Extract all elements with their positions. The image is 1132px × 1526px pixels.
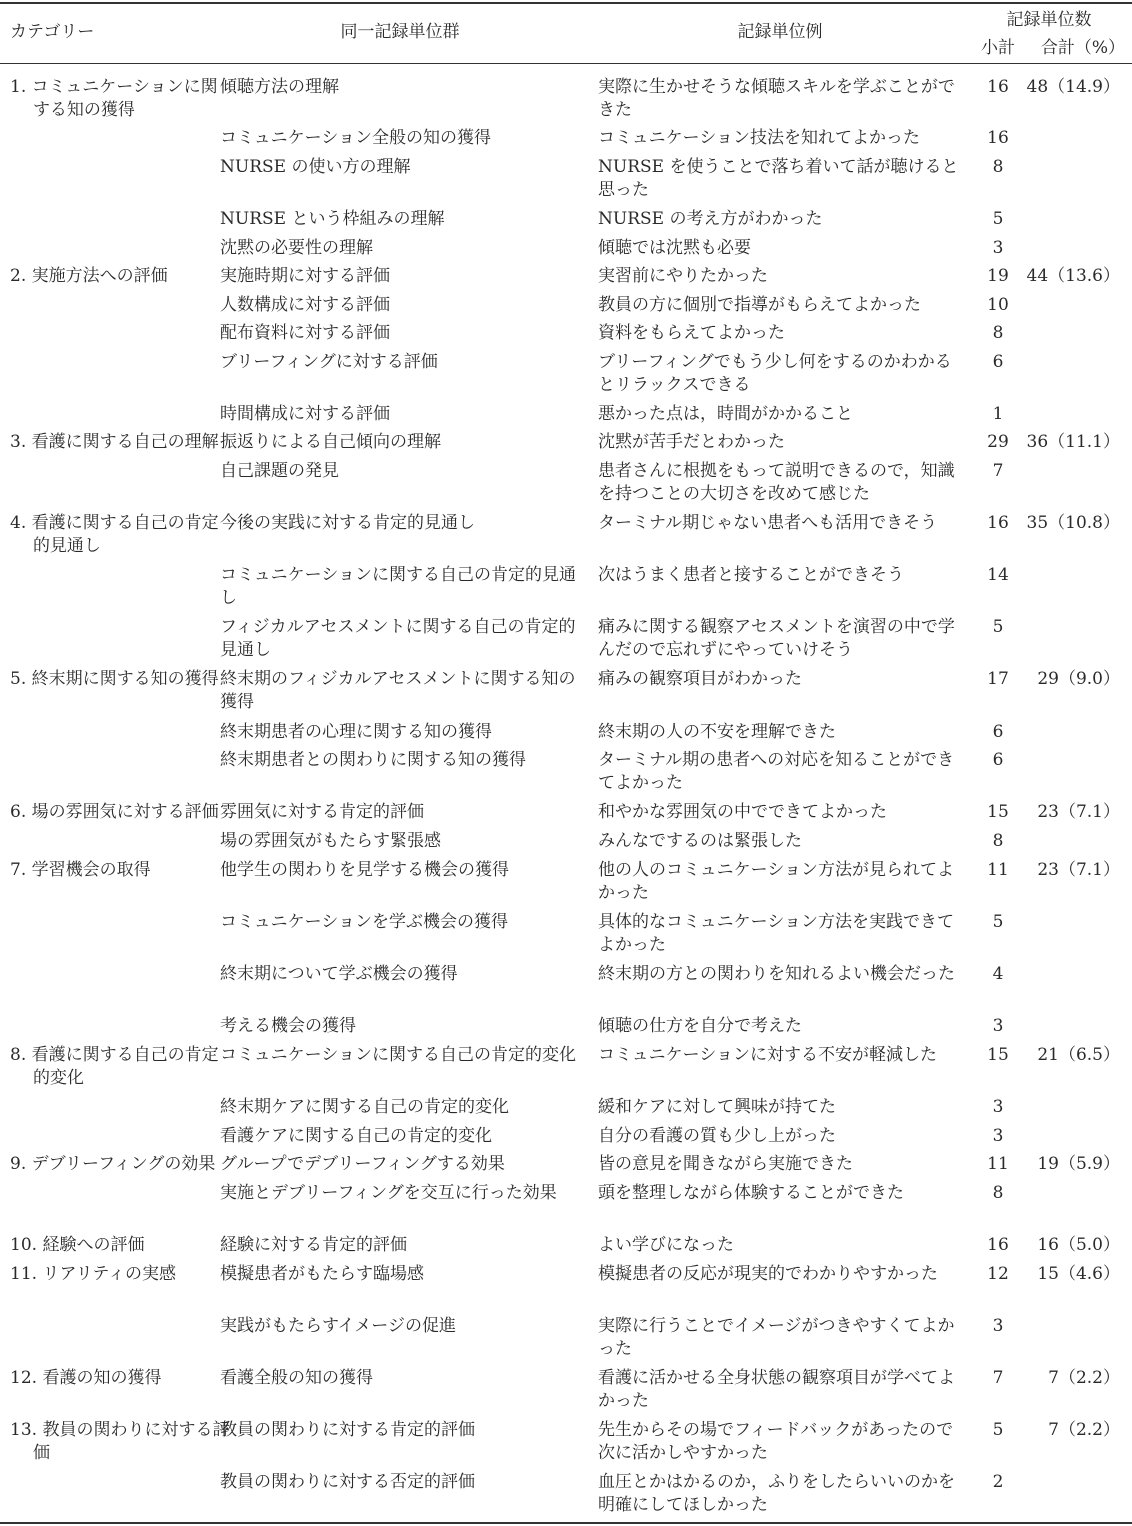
header-subtotal: 小計	[981, 38, 1015, 58]
example-cell: 痛みの観察項目がわかった	[598, 669, 802, 689]
subtotal-cell: 19	[987, 266, 1009, 286]
group-cell: 傾聴方法の理解	[220, 77, 339, 97]
subtotal-cell: 3	[992, 1126, 1004, 1146]
subtotal-cell: 6	[992, 750, 1004, 770]
total-cell: 48（14.9）	[1026, 77, 1120, 97]
category-cell: 6. 場の雰囲気に対する評価	[10, 802, 219, 822]
table-bottom-rule	[0, 1522, 1132, 1524]
subtotal-cell: 3	[992, 1016, 1004, 1036]
subtotal-cell: 5	[992, 912, 1004, 932]
subtotal-cell: 8	[992, 323, 1004, 343]
example-cell: ブリーフィングでもう少し何をするのかわかるとリラックスできる	[598, 352, 952, 395]
subtotal-cell: 15	[987, 1045, 1009, 1065]
group-cell: 経験に対する肯定的評価	[220, 1235, 407, 1255]
example-cell: 傾聴の仕方を自分で考えた	[598, 1016, 802, 1036]
example-cell: コミュニケーションに対する不安が軽減した	[598, 1045, 937, 1065]
subtotal-cell: 8	[992, 157, 1004, 177]
group-cell: コミュニケーションに関する自己の肯定的見通し	[220, 565, 576, 608]
group-cell: フィジカルアセスメントに関する自己の肯定的見通し	[220, 617, 576, 660]
group-cell: 実践がもたらすイメージの促進	[220, 1316, 456, 1336]
example-cell: 実際に生かせそうな傾聴スキルを学ぶことができた	[598, 77, 955, 120]
subtotal-cell: 16	[987, 513, 1009, 533]
total-cell: 35（10.8）	[1026, 513, 1120, 533]
group-cell: 終末期患者の心理に関する知の獲得	[220, 722, 492, 742]
subtotal-cell: 3	[992, 1097, 1004, 1117]
group-cell: 他学生の関わりを見学する機会の獲得	[220, 860, 509, 880]
subtotal-cell: 14	[987, 565, 1009, 585]
total-cell: 7（2.2）	[1048, 1368, 1120, 1388]
group-cell: 考える機会の獲得	[220, 1016, 356, 1036]
example-cell: 皆の意見を聞きながら実施できた	[598, 1154, 853, 1174]
subtotal-cell: 1	[992, 404, 1004, 424]
group-cell: NURSE という枠組みの理解	[220, 209, 445, 229]
header-total: 合計（%）	[1040, 38, 1125, 58]
subtotal-cell: 11	[987, 1154, 1009, 1174]
subtotal-cell: 16	[987, 1235, 1009, 1255]
example-cell: 沈黙が苦手だとわかった	[598, 432, 785, 452]
header-group: 同一記録単位群	[340, 22, 460, 42]
example-cell: NURSE の考え方がわかった	[598, 209, 823, 229]
group-cell: 看護全般の知の獲得	[220, 1368, 373, 1388]
category-cell: 9. デブリーフィングの効果	[10, 1154, 216, 1174]
subtotal-cell: 8	[992, 831, 1004, 851]
example-cell: 痛みに関する観察アセスメントを演習の中で学んだので忘れずにやっていけそう	[598, 617, 955, 660]
subtotal-cell: 8	[992, 1183, 1004, 1203]
total-cell: 23（7.1）	[1037, 802, 1120, 822]
category-cell: 12. 看護の知の獲得	[10, 1368, 162, 1388]
total-cell: 7（2.2）	[1048, 1420, 1120, 1440]
subtotal-cell: 6	[992, 722, 1004, 742]
subtotal-cell: 11	[987, 860, 1009, 880]
example-cell: 資料をもらえてよかった	[598, 323, 785, 343]
total-cell: 44（13.6）	[1026, 266, 1120, 286]
example-cell: 和やかな雰囲気の中でできてよかった	[598, 802, 887, 822]
group-cell: コミュニケーション全般の知の獲得	[220, 128, 491, 148]
subtotal-cell: 16	[987, 128, 1009, 148]
category-cell: 2. 実施方法への評価	[10, 266, 168, 286]
category-cell: 1. コミュニケーションに関する知の獲得	[10, 77, 218, 120]
group-cell: 終末期のフィジカルアセスメントに関する知の獲得	[220, 669, 576, 712]
subtotal-cell: 10	[987, 295, 1009, 315]
category-cell: 4. 看護に関する自己の肯定的見通し	[10, 513, 219, 556]
example-cell: 血圧とかはかるのか，ふりをしたらいいのかを明確にしてほしかった	[598, 1472, 955, 1515]
group-cell: 時間構成に対する評価	[220, 404, 390, 424]
subtotal-cell: 6	[992, 352, 1004, 372]
example-cell: 自分の看護の質も少し上がった	[598, 1126, 836, 1146]
example-cell: 看護に活かせる全身状態の観察項目が学べてよかった	[598, 1368, 955, 1411]
subtotal-cell: 29	[987, 432, 1009, 452]
example-cell: みんなでするのは緊張した	[598, 831, 802, 851]
example-cell: 教員の方に個別で指導がもらえてよかった	[598, 295, 921, 315]
subtotal-cell: 17	[987, 669, 1009, 689]
example-cell: 悪かった点は，時間がかかること	[598, 404, 853, 424]
total-cell: 21（6.5）	[1037, 1045, 1120, 1065]
group-cell: 振返りによる自己傾向の理解	[220, 432, 441, 452]
category-cell: 11. リアリティの実感	[10, 1264, 177, 1284]
total-cell: 15（4.6）	[1037, 1264, 1120, 1284]
group-cell: グループでデブリーフィングする効果	[220, 1154, 505, 1174]
subtotal-cell: 15	[987, 802, 1009, 822]
header-example: 記録単位例	[737, 22, 823, 42]
example-cell: 他の人のコミュニケーション方法が見られてよかった	[598, 860, 954, 903]
subtotal-cell: 5	[992, 617, 1004, 637]
category-cell: 8. 看護に関する自己の肯定的変化	[10, 1045, 219, 1088]
subtotal-cell: 3	[992, 1316, 1004, 1336]
subtotal-cell: 5	[992, 1420, 1004, 1440]
table-top-rule	[0, 2, 1132, 4]
category-cell: 7. 学習機会の取得	[10, 860, 151, 880]
group-cell: NURSE の使い方の理解	[220, 157, 411, 177]
group-cell: 自己課題の発見	[220, 461, 339, 481]
total-cell: 29（9.0）	[1037, 669, 1120, 689]
example-cell: 実習前にやりたかった	[598, 266, 768, 286]
total-cell: 36（11.1）	[1026, 432, 1120, 452]
subtotal-cell: 4	[992, 964, 1004, 984]
group-cell: 今後の実践に対する肯定的見通し	[220, 513, 475, 533]
category-cell: 13. 教員の関わりに対する評価	[10, 1420, 230, 1463]
subtotal-cell: 2	[992, 1472, 1004, 1492]
group-cell: 終末期について学ぶ機会の獲得	[220, 964, 458, 984]
category-cell: 10. 経験への評価	[10, 1235, 145, 1255]
group-cell: 雰囲気に対する肯定的評価	[220, 802, 424, 822]
example-cell: 患者さんに根拠をもって説明できるので，知識を持つことの大切さを改めて感じた	[598, 461, 955, 504]
example-cell: 具体的なコミュニケーション方法を実践できてよかった	[598, 912, 954, 955]
example-cell: 次はうまく患者と接することができそう	[598, 565, 904, 585]
group-cell: コミュニケーションを学ぶ機会の獲得	[220, 912, 508, 932]
example-cell: 先生からその場でフィードバックがあったので次に活かしやすかった	[598, 1420, 954, 1463]
group-cell: 模擬患者がもたらす臨場感	[220, 1264, 424, 1284]
group-cell: 教員の関わりに対する肯定的評価	[220, 1420, 475, 1440]
group-cell: 人数構成に対する評価	[220, 295, 390, 315]
group-cell: ブリーフィングに対する評価	[220, 352, 438, 372]
group-cell: コミュニケーションに関する自己の肯定的変化	[220, 1045, 576, 1065]
example-cell: コミュニケーション技法を知れてよかった	[598, 128, 920, 148]
group-cell: 実施とデブリーフィングを交互に行った効果	[220, 1183, 557, 1203]
subtotal-cell: 12	[987, 1264, 1009, 1284]
group-cell: 教員の関わりに対する否定的評価	[220, 1472, 475, 1492]
header-category: カテゴリー	[10, 22, 95, 42]
header-count: 記録単位数	[1006, 10, 1092, 30]
category-cell: 3. 看護に関する自己の理解	[10, 432, 219, 452]
example-cell: ターミナル期の患者への対応を知ることができてよかった	[598, 750, 955, 793]
group-cell: 沈黙の必要性の理解	[220, 238, 373, 258]
example-cell: 模擬患者の反応が現実的でわかりやすかった	[598, 1264, 938, 1284]
example-cell: 終末期の方との関わりを知れるよい機会だった	[598, 964, 955, 984]
total-cell: 16（5.0）	[1037, 1235, 1120, 1255]
group-cell: 終末期患者との関わりに関する知の獲得	[220, 750, 526, 770]
example-cell: 実際に行うことでイメージがつきやすくてよかった	[598, 1316, 955, 1359]
subtotal-cell: 7	[992, 1368, 1004, 1388]
example-cell: 緩和ケアに対して興味が持てた	[598, 1097, 836, 1117]
category-cell: 5. 終末期に関する知の獲得	[10, 669, 219, 689]
subtotal-cell: 3	[992, 238, 1004, 258]
group-cell: 終末期ケアに関する自己の肯定的変化	[220, 1097, 509, 1117]
subtotal-cell: 16	[987, 77, 1009, 97]
group-cell: 看護ケアに関する自己の肯定的変化	[220, 1126, 492, 1146]
example-cell: 傾聴では沈黙も必要	[598, 238, 751, 258]
example-cell: ターミナル期じゃない患者へも活用できそう	[598, 513, 938, 533]
example-cell: よい学びになった	[598, 1235, 734, 1255]
group-cell: 場の雰囲気がもたらす緊張感	[220, 831, 441, 851]
group-cell: 配布資料に対する評価	[220, 323, 390, 343]
header-rule	[0, 63, 1132, 64]
subtotal-cell: 7	[992, 461, 1004, 481]
group-cell: 実施時期に対する評価	[220, 266, 390, 286]
total-cell: 19（5.9）	[1037, 1154, 1120, 1174]
example-cell: NURSE を使うことで落ち着いて話が聴けると思った	[598, 157, 959, 200]
example-cell: 終末期の人の不安を理解できた	[598, 722, 836, 742]
example-cell: 頭を整理しながら体験することができた	[598, 1183, 904, 1203]
total-cell: 23（7.1）	[1037, 860, 1120, 880]
subtotal-cell: 5	[992, 209, 1004, 229]
